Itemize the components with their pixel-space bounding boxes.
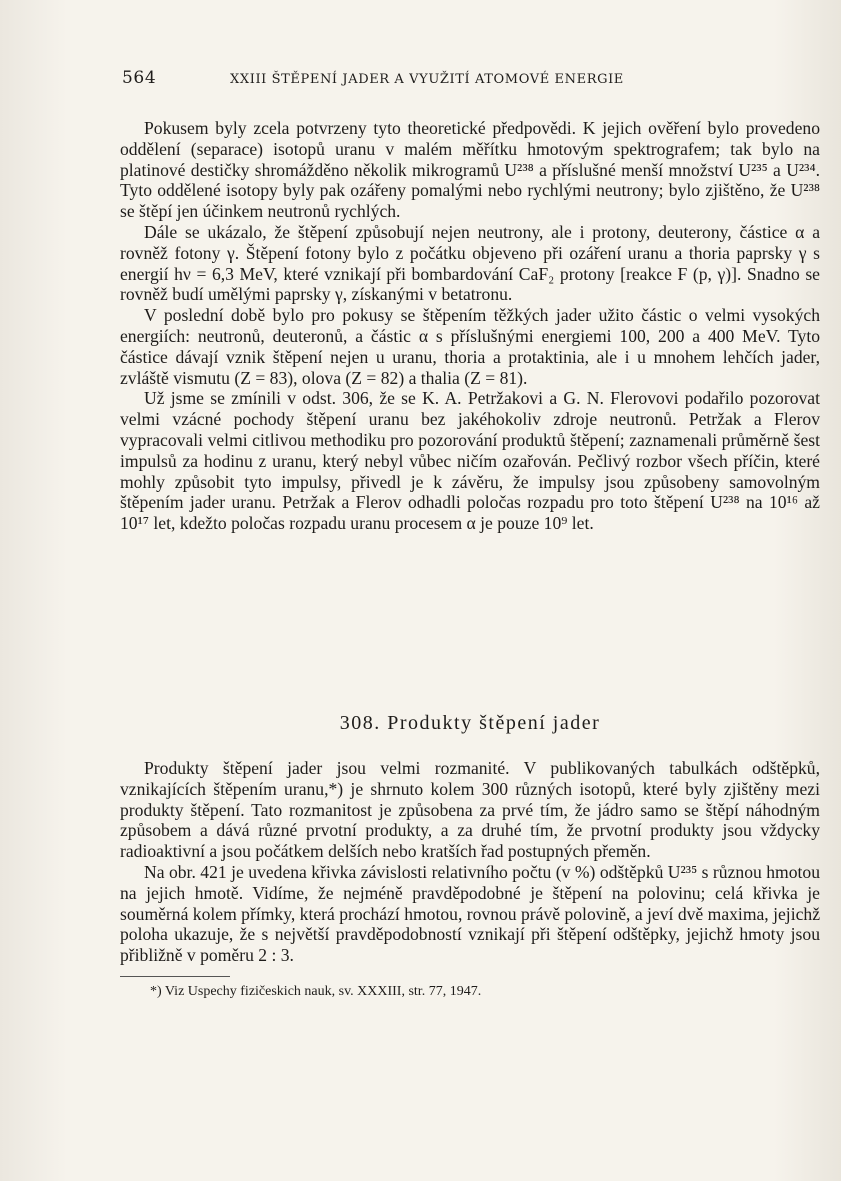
paragraph: Už jsme se zmínili v odst. 306, že se K. A. Petržakovi a G. N. Flerovovi podařilo pozorovat velmi vzácné pochody štěpení uranu bez jakéhokoliv zdroje neutronů. Petržak a Flerov vypracovali velmi citlivou methodiku pro pozorování produktů štěpení; zaznamenali průměrně šest impulsů za hodinu z uranu, který nebyl vůbec ničím ozařován. Pečlivý rozbor všech příčin, které mohly způsobit tyto impulsy, přivedl je k závěru, že impulsy jsou způsobeny samovolným štěpením jader uranu. Petržak a Flerov odhadli poločas rozpadu pro toto štěpení U²³⁸ na 10¹⁶ až 10¹⁷ let, kdežto poločas rozpadu uranu procesem α je pouze 10⁹ let. xyxy=(120,388,820,534)
page-number: 564 xyxy=(122,68,157,88)
section-a-text xyxy=(120,118,820,534)
section-heading: 308. Produkty štěpení jader xyxy=(339,712,601,734)
running-title: XXIII ŠTĚPENÍ JADER A VYUŽITÍ ATOMOVÉ ENERGIE xyxy=(230,72,624,87)
paragraph: Produkty štěpení jader jsou velmi rozmanité. V publikovaných tabulkách odštěpků, vznikajících štěpením uranu,*) je shrnuto kolem 300 různých isotopů, které byly zjištěny mezi produkty štěpení. Tato rozmanitost je způsobena za prvé tím, že jádro samo se štěpí náhodným způsobem a dává různé prvotní produkty, a za druhé tím, že prvotní produkty jsou vždycky radioaktivní a jsou počátkem delších nebo kratších řad postupných přeměn. xyxy=(120,758,820,862)
footnote: *) Viz Uspechy fizičeskich nauk, sv. XXXIII, str. 77, 1947. xyxy=(150,984,482,999)
paragraph: V poslední době bylo pro pokusy se štěpením těžkých jader užito částic o velmi vysokých energiích: neutronů, deuteronů, a částic α s příslušnými energiemi 100, 200 a 400 MeV. Tyto částice dávají vznik štěpení nejen u uranu, thoria a protaktinia, ale i u mnohem lehčích jader, zvláště vismutu (Z = 83), olova (Z = 82) a thalia (Z = 81). xyxy=(120,305,820,388)
paragraph: Pokusem byly zcela potvrzeny tyto theoretické předpovědi. K jejich ověření bylo provedeno oddělení (separace) isotopů uranu v malém měřítku hmotovým spektrografem; tak bylo na platinové destičky shromážděno několik mikrogramů U²³⁸ a příslušné menší množství U²³⁵ a U²³⁴. Tyto oddělené isotopy byly pak ozářeny pomalými nebo rychlými neutrony; bylo zjištěno, že U²³⁸ se štěpí jen účinkem neutronů rychlých. xyxy=(120,118,820,222)
paragraph: Na obr. 421 je uvedena křivka závislosti relativního počtu (v %) odštěpků U²³⁵ s různou hmotou na jejich hmotě. Vidíme, že nejméně pravděpodobné je štěpení na polovinu; celá křivka je souměrná kolem přímky, která prochází hmotou, rovnou právě polovině, a jeví dvě maxima, jejichž poloha ukazuje, že s největší pravděpodobností vznikají při štěpení odštěpky, jejichž hmoty jsou přibližně v poměru 2 : 3. xyxy=(120,861,820,966)
page-header xyxy=(122,68,822,92)
paragraph: Dále se ukázalo, že štěpení způsobují nejen neutrony, ale i protony, deuterony, částice α a rovněž fotony γ. Štěpení fotony bylo z počátku objeveno při ozáření uranu a thoria paprsky γ s energií hν = 6,3 MeV, které vznikají při bombardování CaF₂ protony [reakce F (p, γ)]. Snadno se rovněž budí umělými paprsky γ, získanými v betatronu. xyxy=(120,221,820,305)
footnote-rule xyxy=(120,976,230,977)
section-b-text xyxy=(120,758,820,966)
